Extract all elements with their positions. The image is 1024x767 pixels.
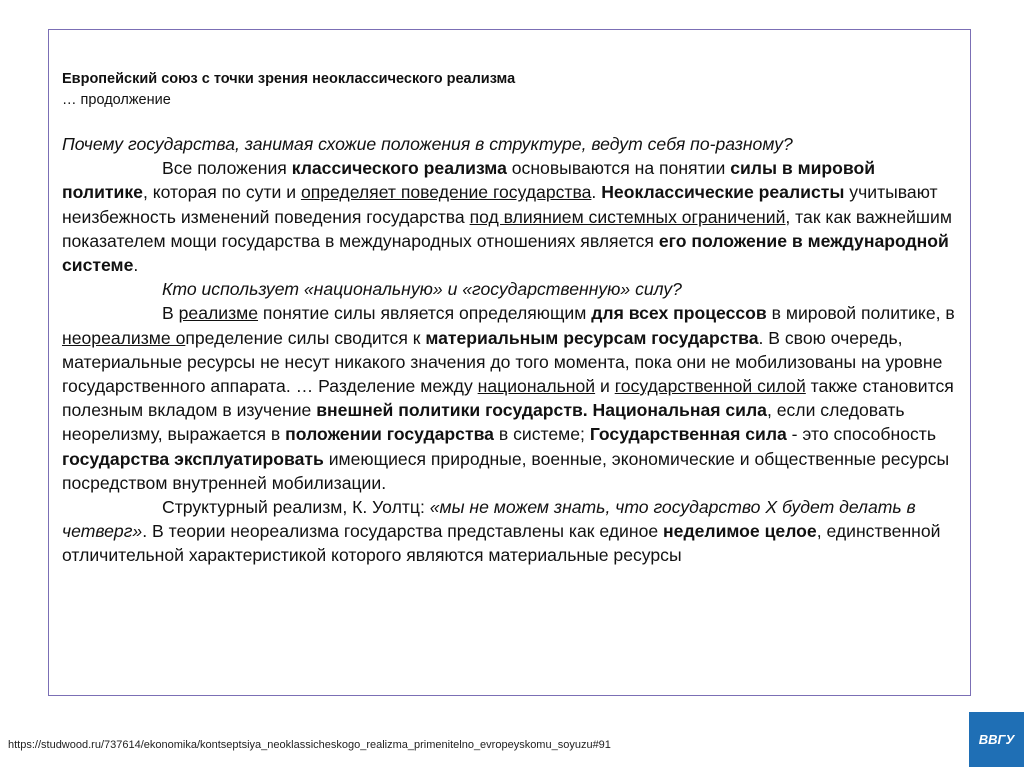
text-segment: государства эксплуатировать bbox=[62, 448, 324, 469]
text-segment: понятие силы является определяющим bbox=[258, 303, 592, 324]
text-segment: , которая по сути и bbox=[142, 182, 301, 203]
text-segment: Государственная сила bbox=[589, 424, 787, 445]
text-segment: неделимое целое bbox=[663, 521, 817, 542]
text-segment: и bbox=[595, 376, 615, 397]
text-segment: реализме bbox=[178, 303, 259, 324]
text-segment: . В свою очередь, материальные ресурсы не несут никакого значения до того момента, пока они не мобилизованы на уровне государственного аппарата. … Разделение между bbox=[62, 327, 943, 397]
text-segment: Почему государства, занимая схожие положения в структуре, ведут себя по-разному? bbox=[62, 134, 793, 154]
text-segment: Кто использует «национальную» и «государственную» силу? bbox=[162, 279, 682, 300]
logo-text: ВВГУ bbox=[978, 732, 1015, 747]
text-segment: так как важнейшим показателем мощи государства в международных отношениях является bbox=[62, 206, 952, 251]
text-segment: . bbox=[133, 255, 139, 276]
text-segment: также становится полезным вкладом в изучение bbox=[62, 376, 954, 421]
university-logo bbox=[969, 712, 1024, 767]
slide-body bbox=[62, 132, 962, 568]
text-segment: внешней политики государств. Национальная сила bbox=[316, 400, 767, 421]
text-segment: в системе; bbox=[493, 424, 590, 445]
text-segment: национальной bbox=[477, 376, 596, 397]
paragraph bbox=[62, 301, 962, 495]
text-segment: . В теории неореализма государства представлены как единое bbox=[142, 521, 664, 542]
text-segment: в мировой политике, в bbox=[766, 303, 955, 324]
text-segment: - это способность bbox=[786, 424, 937, 445]
text-segment: В bbox=[162, 303, 179, 324]
slide-subtitle: … продолжение bbox=[62, 92, 171, 108]
source-url: https://studwood.ru/737614/ekonomika/kontseptsiya_neoklassicheskogo_realizma_primenitelno_evropeyskomu_soyuzu#91 bbox=[8, 739, 611, 751]
text-segment: пределение силы сводится к bbox=[185, 327, 426, 348]
paragraph bbox=[62, 277, 962, 301]
paragraph bbox=[62, 132, 962, 156]
text-segment: классического реализма bbox=[291, 158, 507, 179]
slide-title: Европейский союз с точки зрения неоклассического реализма bbox=[62, 71, 516, 87]
text-segment: учитывают неизбежность изменений поведения государства bbox=[62, 182, 938, 227]
text-segment: . bbox=[591, 182, 602, 203]
text-segment: основываются на понятии bbox=[506, 158, 731, 179]
text-segment: имеющиеся природные, военные, экономические и общественные ресурсы посредством внутренней мобилизации. bbox=[62, 448, 950, 493]
paragraph bbox=[62, 156, 962, 277]
text-segment: его положение в международной системе bbox=[62, 230, 949, 276]
text-segment: Неоклассические реалисты bbox=[601, 182, 845, 203]
text-segment: , единственной отличительной характеристикой которого являются материальные ресурсы bbox=[62, 521, 941, 566]
text-segment: , если следовать неорелизму, выражается в bbox=[62, 400, 905, 445]
paragraph bbox=[62, 495, 962, 568]
text-segment: определяет поведение государства bbox=[300, 182, 592, 203]
text-segment: государственной силой bbox=[614, 376, 806, 397]
text-segment: материальным ресурсам государства bbox=[425, 327, 759, 348]
text-segment: неореализме о bbox=[62, 327, 186, 348]
text-segment: Структурный реализм, К. Уолтц: bbox=[162, 497, 430, 518]
text-segment: «мы не можем знать, что государство X будет делать в четверг» bbox=[62, 497, 916, 542]
text-segment: положении государства bbox=[285, 424, 494, 445]
text-segment: Все положения bbox=[162, 158, 292, 179]
text-segment: под влиянием системных ограничений, bbox=[469, 206, 791, 227]
text-segment: силы в мировой политике bbox=[62, 158, 876, 203]
text-segment: для всех процессов bbox=[591, 303, 767, 324]
